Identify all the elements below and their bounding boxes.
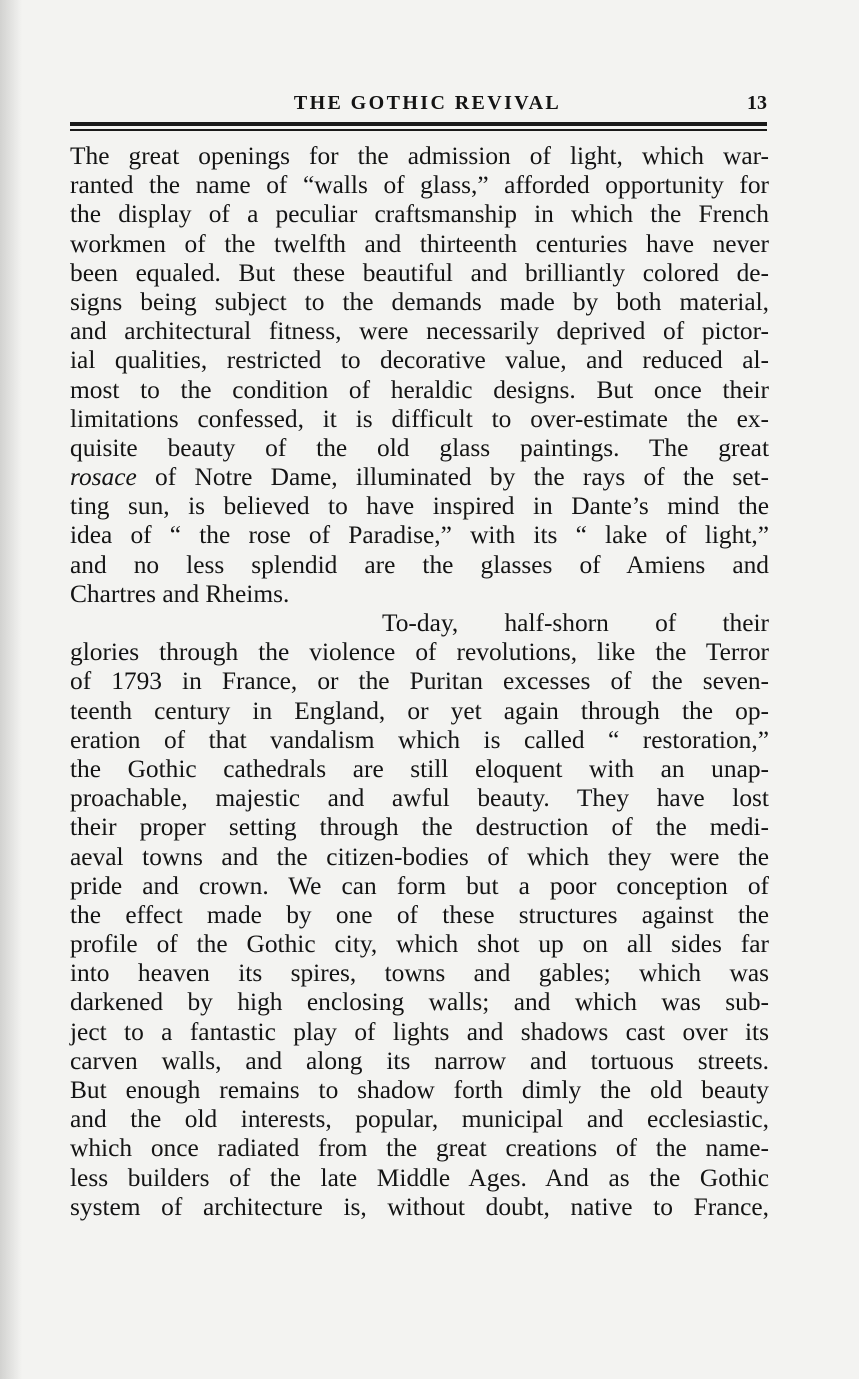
text-line: and architectural fitness, were necessarily deprived of pictor- [70,317,769,346]
text-line: profile of the Gothic city, which shot up on all sides far [70,930,769,959]
text-line: the display of a peculiar craftsmanship in which the French [70,200,769,229]
text-line: and the old interests, popular, municipal and ecclesiastic, [70,1105,769,1134]
text-line: the Gothic cathedrals are still eloquent with an unap- [70,754,769,783]
text-line: Chartres and Rheims. [70,579,290,608]
text-line: pride and crown. We can form but a poor conception of [70,871,769,900]
text-line: which once radiated from the great creations of the name- [70,1134,769,1163]
text-line: idea of “ the rose of Paradise,” with its “ lake of light,” [70,521,769,550]
page-header [70,88,769,118]
paragraph-start-line: To-day, half-shorn of their [382,609,769,637]
italic-word: rosace [70,463,137,492]
text-line-rest: of Notre Dame, illuminated by the rays of the set- [136,463,769,492]
text-line: eration of that vandalism which is called “ restoration,” [70,725,769,754]
text-line: less builders of the late Middle Ages. And as the Gothic [70,1163,769,1192]
text-line: teenth century in England, or yet again through the op- [70,696,769,725]
text-line: ject to a fantastic play of lights and shadows cast over its [70,1017,769,1046]
text-line: their proper setting through the destruction of the medi- [70,813,769,842]
text-line [70,463,769,492]
text-line: But enough remains to shadow forth dimly the old beauty [70,1076,769,1104]
header-rule [70,122,767,131]
text-line: ial qualities, restricted to decorative value, and reduced al- [70,346,769,375]
text-line: aeval towns and the citizen-bodies of which they were the [70,842,769,871]
text-line: ranted the name of “walls of glass,” afforded opportunity for [70,171,769,200]
text-line: ting sun, is believed to have inspired in Dante’s mind the [70,492,769,521]
text-line: signs being subject to the demands made by both material, [70,287,769,316]
text-line: limitations confessed, it is difficult to over-estimate the ex- [70,404,769,433]
text-line: system of architecture is, without doubt, native to France, [70,1192,769,1221]
text-line: glories through the violence of revolutions, like the Terror [70,638,769,667]
text-line: most to the condition of heraldic designs. But once their [70,375,769,404]
text-line: of 1793 in France, or the Puritan excesses of the seven- [70,667,769,696]
body-text [70,142,769,1222]
text-line: workmen of the twelfth and thirteenth centuries have never [70,229,769,258]
running-title: THE GOTHIC REVIVAL [293,92,562,114]
text-line: been equaled. But these beautiful and brilliantly colored de- [70,258,769,287]
text-line: The great openings for the admission of light, which war- [70,142,769,170]
text-line: into heaven its spires, towns and gables; which was [70,959,769,988]
page-number: 13 [747,92,767,114]
page-edge-shadow [0,0,22,1379]
text-line: carven walls, and along its narrow and tortuous streets. [70,1046,769,1075]
text-line: quisite beauty of the old glass paintings. The great [70,433,769,462]
text-line: darkened by high enclosing walls; and which was sub- [70,988,769,1017]
text-line: proachable, majestic and awful beauty. They have lost [70,784,769,813]
text-line: and no less splendid are the glasses of Amiens and [70,550,769,579]
text-line: the effect made by one of these structures against the [70,900,769,929]
